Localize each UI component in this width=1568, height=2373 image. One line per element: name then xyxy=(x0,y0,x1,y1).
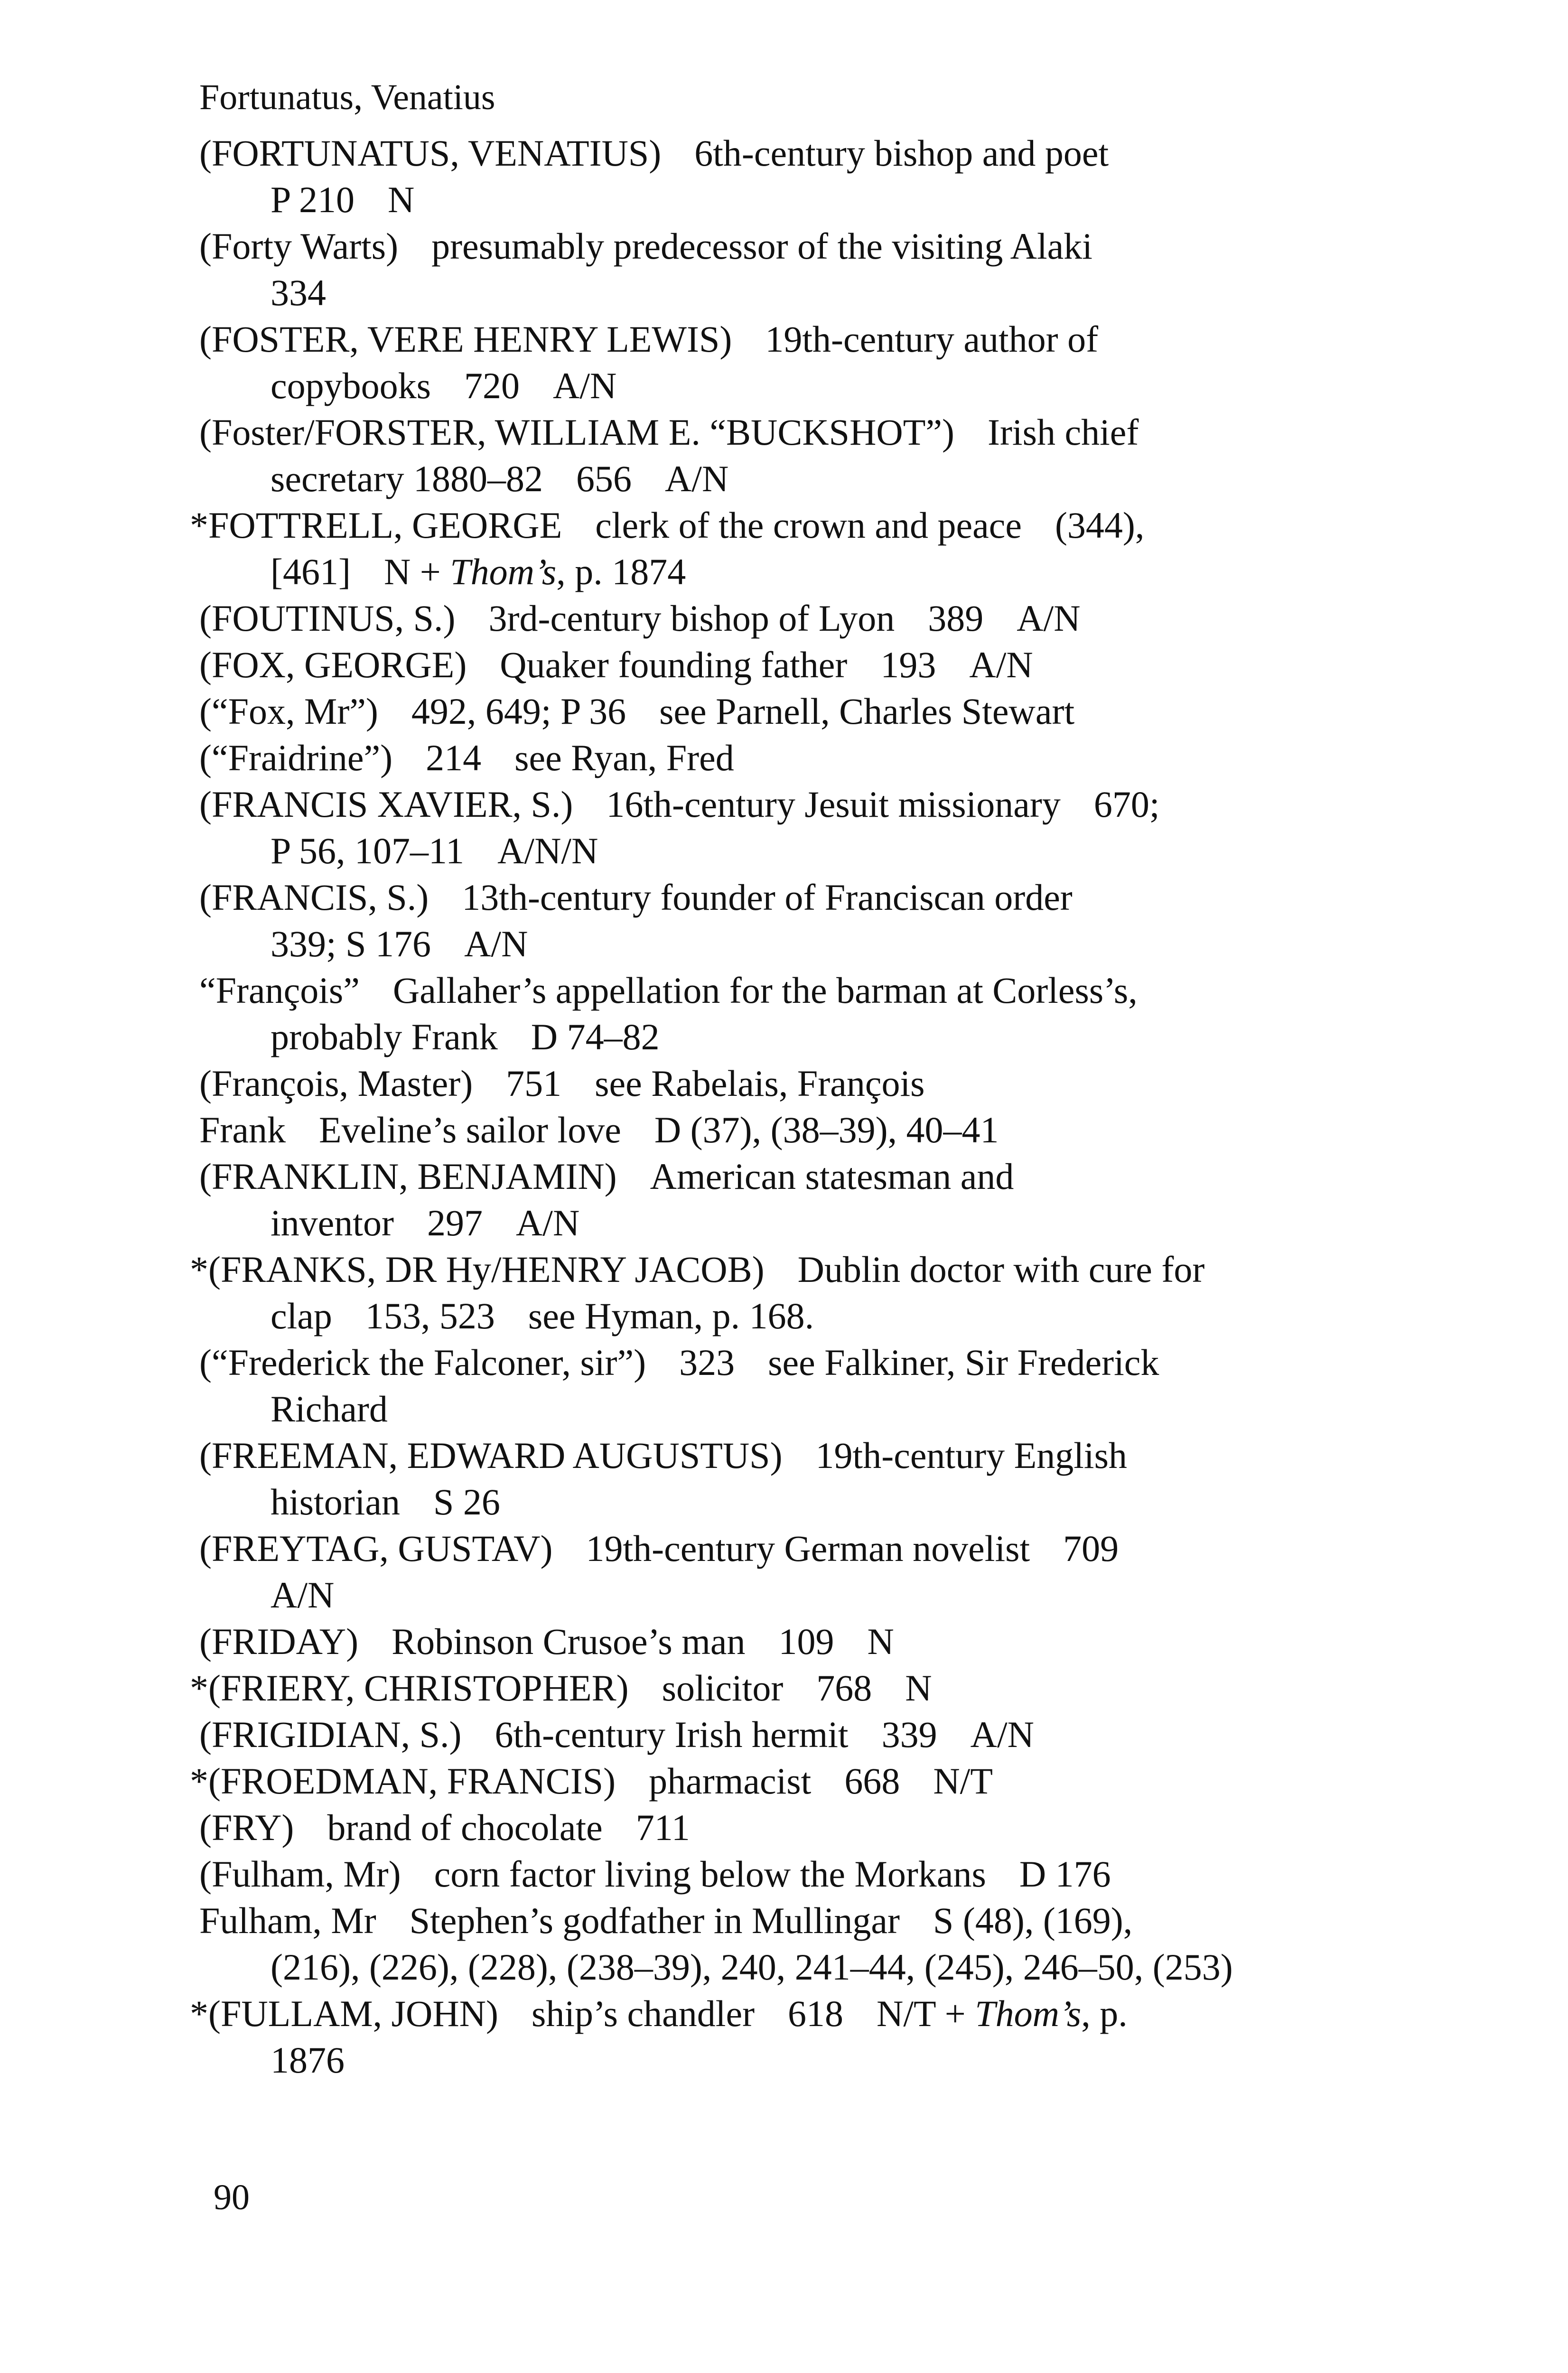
entry-segment: (344), xyxy=(1055,504,1145,546)
entry-segment: 297 xyxy=(427,1202,483,1243)
entry-segment: 214 xyxy=(426,737,482,778)
entry-segment: D (37), (38–39), 40–41 xyxy=(654,1109,999,1150)
entry-segment: (FRANCIS XAVIER, S.) xyxy=(199,784,573,825)
entry-headword-line xyxy=(199,1804,1443,1851)
entry-headword-line xyxy=(190,1758,1443,1804)
entry-continuation-line xyxy=(199,549,1443,595)
entry-segment: 720 xyxy=(464,365,520,406)
entry-segment: (François, Master) xyxy=(199,1063,473,1104)
index-entry xyxy=(199,874,1443,967)
entry-continuation-line xyxy=(199,1572,1443,1618)
entry-continuation-line xyxy=(199,456,1443,502)
index-entry xyxy=(199,223,1443,316)
entry-segment: (FRANCIS, S.) xyxy=(199,877,429,918)
entry-segment: A/N xyxy=(664,458,729,499)
entry-segment: Eveline’s sailor love xyxy=(318,1109,621,1150)
entry-continuation-line xyxy=(199,1944,1443,1990)
entry-segment: 153, 523 xyxy=(365,1295,495,1336)
entry-segment: Dublin doctor with cure for xyxy=(797,1249,1205,1290)
entry-segment: Frank xyxy=(199,1109,286,1150)
entry-segment: S 26 xyxy=(433,1481,500,1523)
index-entry xyxy=(199,688,1443,735)
entry-segment: clap xyxy=(271,1295,332,1336)
entry-segment: 3rd-century bishop of Lyon xyxy=(488,598,895,639)
entry-segment: N xyxy=(867,1621,894,1662)
index-entry xyxy=(190,1990,1443,2083)
entry-headword-line xyxy=(199,1897,1443,1944)
entry-segment: 339; S 176 xyxy=(271,923,431,964)
entry-segment: (FOUTINUS, S.) xyxy=(199,598,456,639)
entry-continuation-line xyxy=(199,177,1443,223)
entry-segment: 709 xyxy=(1063,1528,1119,1569)
entry-headword-line xyxy=(199,1153,1443,1200)
entry-segment: [461] xyxy=(271,551,351,592)
index-entry xyxy=(199,1432,1443,1525)
entry-segment: (“Fox, Mr”) xyxy=(199,691,378,732)
entry-segment: N + Thom’s, p. 1874 xyxy=(383,551,686,592)
entry-segment: 711 xyxy=(635,1807,690,1848)
entry-segment: corn factor living below the Morkans xyxy=(434,1853,986,1895)
entry-segment: American statesman and xyxy=(650,1156,1014,1197)
entry-segment: (Foster/FORSTER, WILLIAM E. “BUCKSHOT”) xyxy=(199,411,954,453)
entry-headword-line xyxy=(199,409,1443,456)
entry-headword-line xyxy=(199,781,1443,828)
entry-segment: 656 xyxy=(576,458,632,499)
index-entry xyxy=(199,1618,1443,1665)
entry-segment: probably Frank xyxy=(271,1016,498,1057)
entry-headword-line xyxy=(199,595,1443,642)
index-entry xyxy=(190,1246,1443,1339)
entry-continuation-line xyxy=(199,921,1443,967)
entry-segment: (Fulham, Mr) xyxy=(199,1853,401,1895)
entry-segment: 751 xyxy=(506,1063,562,1104)
entry-segment: brand of chocolate xyxy=(327,1807,603,1848)
entry-segment: A/N xyxy=(271,1574,335,1616)
index-entry xyxy=(199,1060,1443,1107)
index-entry xyxy=(199,1851,1443,1897)
entry-segment: (“Fraidrine”) xyxy=(199,737,393,778)
index-entry xyxy=(190,1665,1443,1711)
entry-segment: 19th-century German novelist xyxy=(586,1528,1030,1569)
entry-segment: A/N xyxy=(1017,598,1081,639)
index-entry xyxy=(199,130,1443,223)
entry-segment: pharmacist xyxy=(649,1760,812,1802)
entry-segment: 618 xyxy=(788,1993,844,2034)
entry-segment: (FORTUNATUS, VENATIUS) xyxy=(199,132,662,174)
entry-segment: (“Frederick the Falconer, sir”) xyxy=(199,1342,646,1383)
entry-segment: (FRANKLIN, BENJAMIN) xyxy=(199,1156,617,1197)
entry-segment: see Parnell, Charles Stewart xyxy=(659,691,1075,732)
entry-segment: Irish chief xyxy=(987,411,1139,453)
index-entry xyxy=(190,1758,1443,1804)
entry-segment: Richard xyxy=(271,1388,388,1429)
entry-segment: see Rabelais, François xyxy=(595,1063,925,1104)
entry-segment: (FRIGIDIAN, S.) xyxy=(199,1714,462,1755)
entry-segment: (Forty Warts) xyxy=(199,225,399,267)
index-entries xyxy=(190,130,1443,2083)
entry-segment: D 176 xyxy=(1019,1853,1111,1895)
index-entry xyxy=(199,1339,1443,1432)
entry-segment: N xyxy=(388,179,415,220)
entry-headword-line xyxy=(199,316,1443,363)
entry-segment: A/N xyxy=(515,1202,580,1243)
page-number: 90 xyxy=(214,2177,250,2217)
entry-segment: ship’s chandler xyxy=(531,1993,755,2034)
entry-segment: 668 xyxy=(844,1760,900,1802)
entry-segment: 16th-century Jesuit missionary xyxy=(606,784,1061,825)
running-head: Fortunatus, Venatius xyxy=(199,77,495,117)
entry-continuation-line xyxy=(199,363,1443,409)
index-entry xyxy=(199,642,1443,688)
entry-segment: 1876 xyxy=(271,2039,345,2081)
entry-headword-line xyxy=(199,1618,1443,1665)
index-entry xyxy=(199,781,1443,874)
entry-continuation-line xyxy=(199,1293,1443,1339)
entry-headword-line xyxy=(190,1665,1443,1711)
entry-headword-line xyxy=(190,1990,1443,2037)
entry-continuation-line xyxy=(199,1014,1443,1060)
entry-segment: see Falkiner, Sir Frederick xyxy=(768,1342,1159,1383)
entry-segment: (FREYTAG, GUSTAV) xyxy=(199,1528,553,1569)
entry-segment: (FOSTER, VERE HENRY LEWIS) xyxy=(199,318,732,360)
index-entry xyxy=(199,1711,1443,1758)
entry-segment: inventor xyxy=(271,1202,394,1243)
entry-segment: P 56, 107–11 xyxy=(271,830,465,871)
entry-headword-line xyxy=(190,502,1443,549)
entry-headword-line xyxy=(199,688,1443,735)
entry-segment: Quaker founding father xyxy=(500,644,848,685)
entry-segment: S (48), (169), xyxy=(933,1900,1133,1941)
index-entry xyxy=(199,316,1443,409)
entry-continuation-line xyxy=(199,828,1443,874)
entry-segment: see Ryan, Fred xyxy=(514,737,734,778)
entry-segment: 492, 649; P 36 xyxy=(411,691,626,732)
entry-segment: *(FROEDMAN, FRANCIS) xyxy=(190,1760,616,1802)
entry-headword-line xyxy=(199,1851,1443,1897)
entry-segment: (FRY) xyxy=(199,1807,294,1848)
entry-continuation-line xyxy=(199,1386,1443,1432)
entry-headword-line xyxy=(190,1246,1443,1293)
entry-segment: D 74–82 xyxy=(531,1016,660,1057)
entry-segment: (FOX, GEORGE) xyxy=(199,644,467,685)
index-entry xyxy=(190,502,1443,595)
entry-headword-line xyxy=(199,130,1443,177)
entry-segment: 389 xyxy=(928,598,984,639)
entry-segment: N/T xyxy=(933,1760,993,1802)
entry-segment: copybooks xyxy=(271,365,431,406)
entry-segment: (FRIDAY) xyxy=(199,1621,359,1662)
entry-segment: A/N xyxy=(969,644,1033,685)
entry-headword-line xyxy=(199,874,1443,921)
entry-segment: 670; xyxy=(1093,784,1160,825)
entry-segment: 6th-century Irish hermit xyxy=(495,1714,849,1755)
index-entry xyxy=(199,967,1443,1060)
entry-segment: Gallaher’s appellation for the barman at Corless’s, xyxy=(392,970,1138,1011)
index-entry xyxy=(199,735,1443,781)
entry-headword-line xyxy=(199,1525,1443,1572)
entry-headword-line xyxy=(199,967,1443,1014)
entry-continuation-line xyxy=(199,270,1443,316)
entry-segment: Stephen’s godfather in Mullingar xyxy=(409,1900,900,1941)
entry-segment: (216), (226), (228), (238–39), 240, 241–44, (245), 246–50, (253) xyxy=(271,1946,1233,1988)
entry-continuation-line xyxy=(199,2037,1443,2083)
index-page xyxy=(190,71,1443,2083)
entry-headword-line xyxy=(199,735,1443,781)
entry-segment: N xyxy=(905,1667,932,1709)
entry-continuation-line xyxy=(199,1200,1443,1246)
entry-headword-line xyxy=(199,1339,1443,1386)
entry-segment: 193 xyxy=(880,644,936,685)
entry-continuation-line xyxy=(199,1479,1443,1525)
index-entry xyxy=(199,595,1443,642)
index-entry xyxy=(199,1804,1443,1851)
index-entry xyxy=(199,409,1443,502)
entry-segment: “François” xyxy=(199,970,360,1011)
entry-segment: A/N xyxy=(552,365,617,406)
entry-segment: see Hyman, p. 168. xyxy=(528,1295,814,1336)
entry-segment: *FOTTRELL, GEORGE xyxy=(190,504,562,546)
entry-headword-line xyxy=(199,1060,1443,1107)
entry-segment: A/N xyxy=(464,923,528,964)
entry-headword-line xyxy=(199,223,1443,270)
entry-segment: *(FULLAM, JOHN) xyxy=(190,1993,498,2034)
entry-segment: 19th-century author of xyxy=(765,318,1099,360)
index-entry xyxy=(199,1107,1443,1153)
entry-headword-line xyxy=(199,1107,1443,1153)
entry-segment: 339 xyxy=(881,1714,937,1755)
index-entry xyxy=(199,1525,1443,1618)
entry-segment: 109 xyxy=(778,1621,834,1662)
entry-segment: 768 xyxy=(816,1667,872,1709)
entry-segment: 19th-century English xyxy=(815,1435,1127,1476)
index-entry xyxy=(199,1153,1443,1246)
entry-segment: 6th-century bishop and poet xyxy=(694,132,1109,174)
entry-segment: N/T + Thom’s, p. xyxy=(877,1993,1128,2034)
entry-segment: solicitor xyxy=(662,1667,784,1709)
entry-segment: *(FRANKS, DR Hy/HENRY JACOB) xyxy=(190,1249,765,1290)
index-entry xyxy=(199,1897,1443,1990)
entry-segment: *(FRIERY, CHRISTOPHER) xyxy=(190,1667,629,1709)
entry-segment: A/N xyxy=(970,1714,1034,1755)
entry-segment: 334 xyxy=(271,272,326,313)
entry-segment: clerk of the crown and peace xyxy=(595,504,1022,546)
entry-headword-line xyxy=(199,1432,1443,1479)
entry-segment: Fulham, Mr xyxy=(199,1900,376,1941)
entry-headword-line xyxy=(199,642,1443,688)
entry-segment: Robinson Crusoe’s man xyxy=(392,1621,746,1662)
entry-segment: P 210 xyxy=(271,179,355,220)
entry-headword-line xyxy=(199,1711,1443,1758)
entry-segment: 13th-century founder of Franciscan order xyxy=(462,877,1073,918)
entry-segment: presumably predecessor of the visiting Alaki xyxy=(431,225,1092,267)
entry-segment: (FREEMAN, EDWARD AUGUSTUS) xyxy=(199,1435,783,1476)
entry-segment: 323 xyxy=(679,1342,735,1383)
entry-segment: A/N/N xyxy=(497,830,598,871)
entry-segment: secretary 1880–82 xyxy=(271,458,543,499)
entry-segment: historian xyxy=(271,1481,400,1523)
